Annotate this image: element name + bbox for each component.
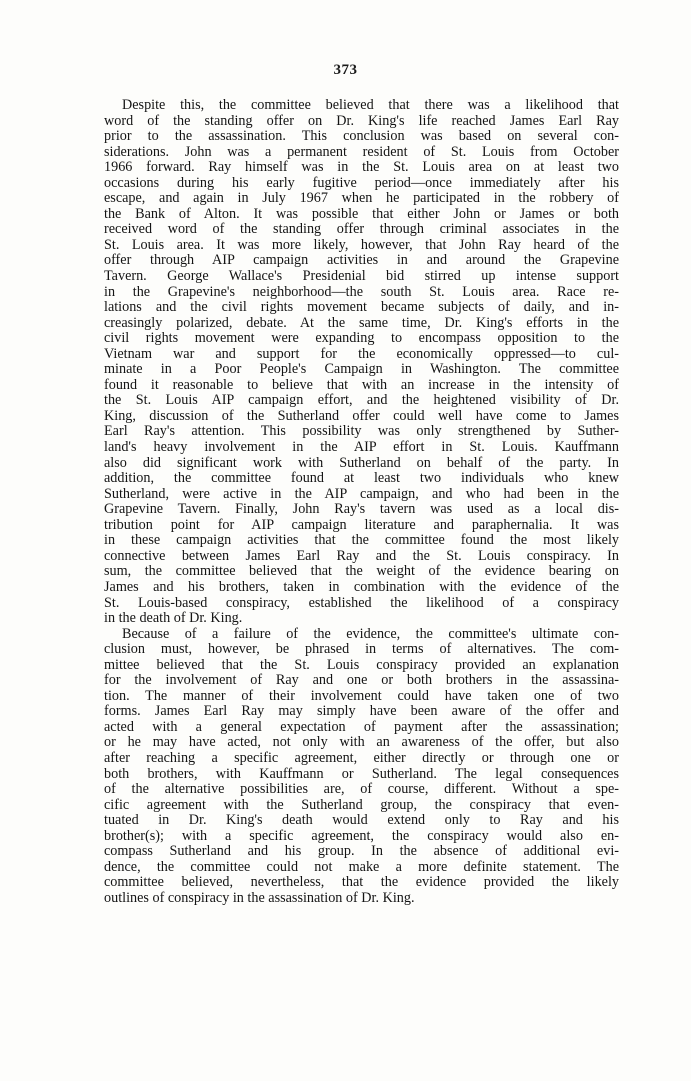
text-line: civil rights movement were expanding to encompass opposition to the	[104, 330, 619, 347]
text-line: clusion must, however, be phrased in terms of alternatives. The com-	[104, 641, 619, 658]
text-line: also did significant work with Sutherland on behalf of the party. In	[104, 454, 619, 471]
text-line: Because of a failure of the evidence, the committee's ultimate con-	[122, 625, 619, 642]
text-line: King, discussion of the Sutherland offer could well have come to James	[104, 407, 619, 424]
text-line: in the Grapevine's neighborhood—the south St. Louis area. Race re-	[104, 283, 619, 300]
text-line: connective between James Earl Ray and the St. Louis conspiracy. In	[104, 547, 619, 564]
text-line: tion. The manner of their involvement could have taken one of two	[104, 687, 619, 704]
text-line: for the involvement of Ray and one or both brothers in the assassina-	[104, 672, 619, 689]
text-line: the St. Louis AIP campaign effort, and the heightened visibility of Dr.	[104, 392, 619, 409]
text-line: received word of the standing offer through criminal associates in the	[104, 221, 619, 238]
text-line: addition, the committee found at least two individuals who knew	[104, 470, 619, 487]
text-line: in these campaign activities that the committee found the most likely	[104, 532, 619, 549]
text-line: Vietnam war and support for the economically oppressed—to cul-	[104, 345, 619, 362]
text-line: minate in a Poor People's Campaign in Washington. The committee	[104, 361, 619, 378]
text-line: creasingly polarized, debate. At the same time, Dr. King's efforts in the	[104, 314, 619, 331]
text-line: tuated in Dr. King's death would extend only to Ray and his	[104, 812, 619, 829]
text-line: compass Sutherland and his group. In the absence of additional evi-	[104, 843, 619, 860]
text-line: sum, the committee believed that the weight of the evidence bearing on	[104, 563, 619, 580]
text-line: offer through AIP campaign activities in and around the Grapevine	[104, 252, 619, 269]
text-line: Sutherland, were active in the AIP campaign, and who had been in the	[104, 485, 619, 502]
text-line: land's heavy involvement in the AIP effort in St. Louis. Kauffmann	[104, 439, 619, 456]
text-line: word of the standing offer on Dr. King's life reached James Earl Ray	[104, 112, 619, 129]
text-line: outlines of conspiracy in the assassination of Dr. King.	[104, 889, 415, 906]
text-line: the Bank of Alton. It was possible that either John or James or both	[104, 205, 619, 222]
text-line: after reaching a specific agreement, either directly or through one or	[104, 749, 619, 766]
paragraph-2	[88, 627, 619, 907]
text-line: escape, and again in July 1967 when he participated in the robbery of	[104, 190, 619, 207]
text-line: St. Louis area. It was more likely, however, that John Ray heard of the	[104, 236, 619, 253]
text-line: lations and the civil rights movement became subjects of daily, and in-	[104, 299, 619, 316]
text-line: St. Louis-based conspiracy, established the likelihood of a conspiracy	[104, 594, 619, 611]
text-line: occasions during his early fugitive period—once immediately after his	[104, 174, 619, 191]
text-line: of the alternative possibilities are, of course, different. Without a spe-	[104, 781, 619, 798]
text-line: James and his brothers, taken in combination with the evidence of the	[104, 578, 619, 595]
text-line: prior to the assassination. This conclusion was based on several con-	[104, 128, 619, 145]
page-number: 373	[333, 62, 358, 78]
text-line: or he may have acted, not only with an awareness of the offer, but also	[104, 734, 619, 751]
text-line: Grapevine Tavern. Finally, John Ray's tavern was used as a local dis-	[104, 501, 619, 518]
text-line: cific agreement with the Sutherland group, the conspiracy that even-	[104, 796, 619, 813]
text-line: mittee believed that the St. Louis conspiracy provided an explanation	[104, 656, 619, 673]
text-line: in the death of Dr. King.	[104, 610, 243, 627]
text-line: both brothers, with Kauffmann or Sutherland. The legal consequences	[104, 765, 619, 782]
text-line: found it reasonable to believe that with an increase in the intensity of	[104, 376, 619, 393]
text-line: acted with a general expectation of payment after the assassination;	[104, 718, 619, 735]
text-line: Tavern. George Wallace's Presidenial bid stirred up intense support	[104, 268, 619, 285]
text-line: 1966 forward. Ray himself was in the St. Louis area on at least two	[104, 159, 619, 176]
text-line: Earl Ray's attention. This possibility was only strengthened by Suther-	[104, 423, 619, 440]
text-line: dence, the committee could not make a more definite statement. The	[104, 858, 619, 875]
text-line: brother(s); with a specific agreement, the conspiracy would also en-	[104, 827, 619, 844]
paragraph-1	[88, 98, 619, 627]
text-line: tribution point for AIP campaign literature and paraphernalia. It was	[104, 516, 619, 533]
text-line: forms. James Earl Ray may simply have been aware of the offer and	[104, 703, 619, 720]
text-line: siderations. John was a permanent resident of St. Louis from October	[104, 143, 619, 160]
text-line: committee believed, nevertheless, that the evidence provided the likely	[104, 874, 619, 891]
text-line: Despite this, the committee believed that there was a likelihood that	[122, 97, 619, 113]
body-text	[88, 98, 619, 906]
